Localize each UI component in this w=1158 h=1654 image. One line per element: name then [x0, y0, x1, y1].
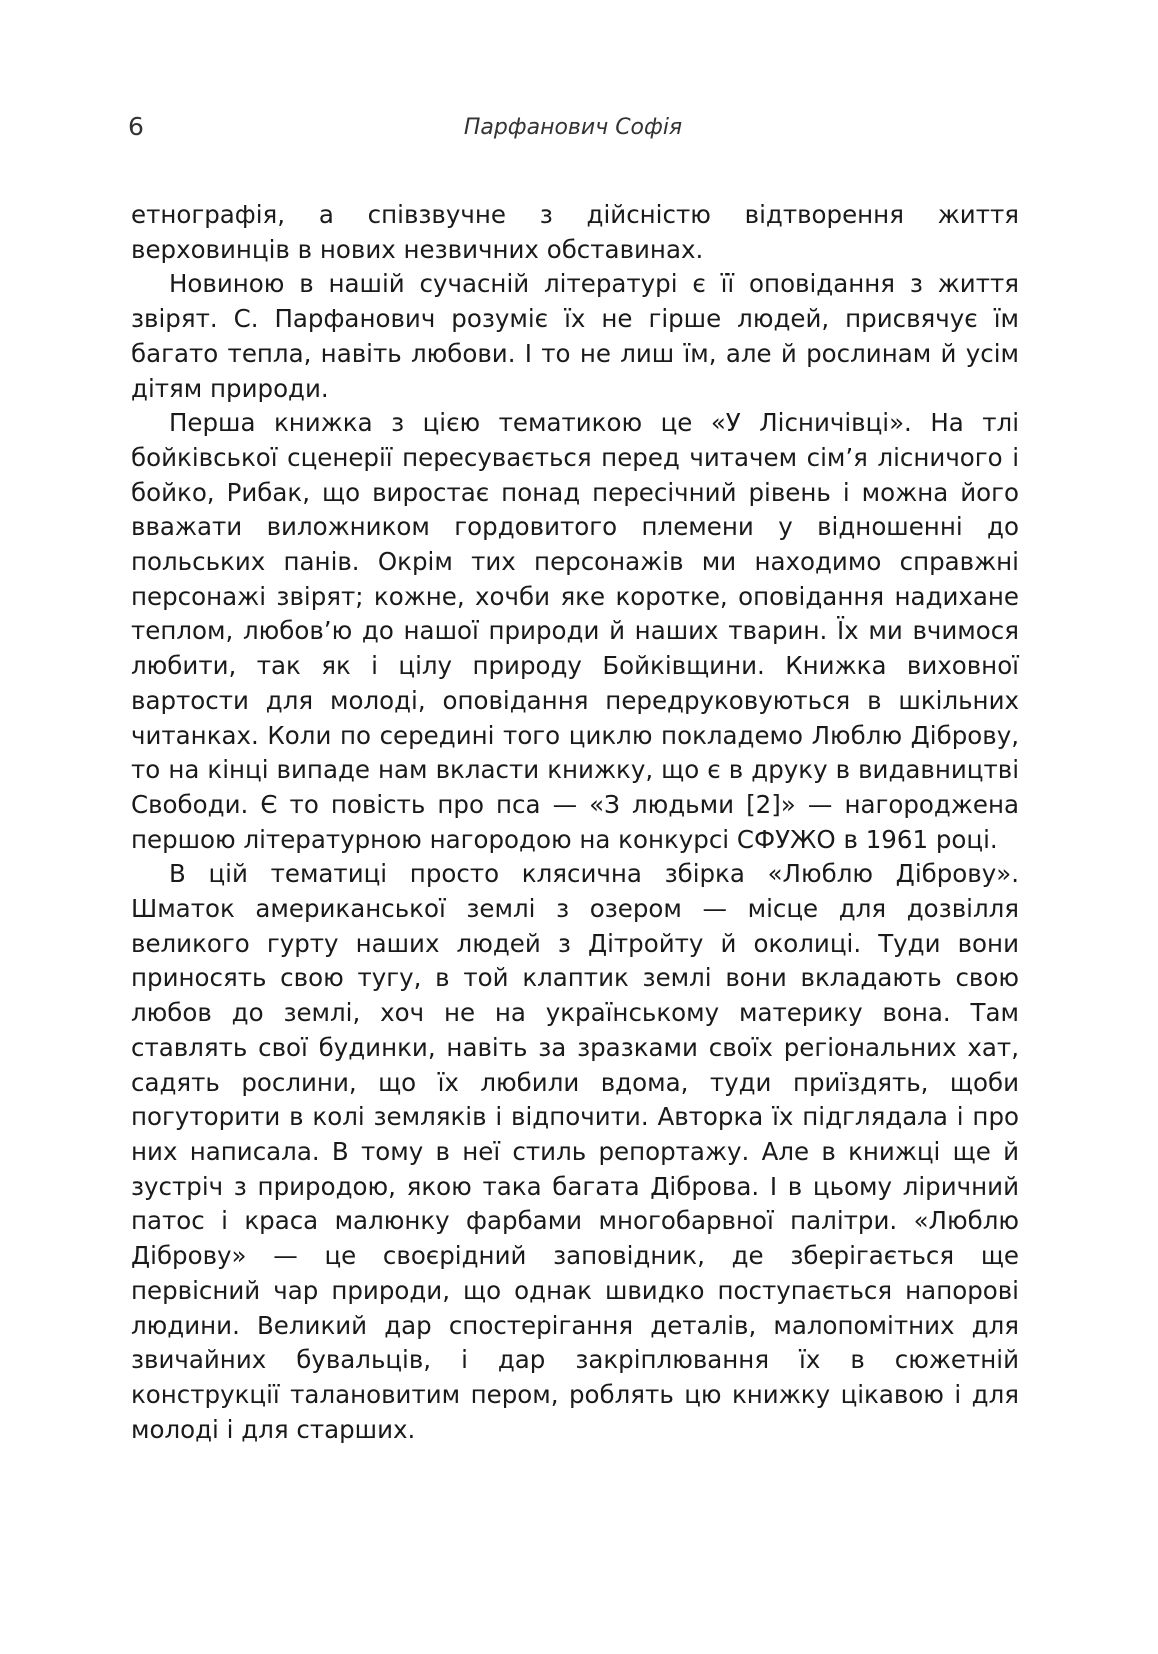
running-title: Парфанович Софія [463, 115, 683, 140]
paragraph: В цій тематиці просто клясична збірка «Люблю Діброву». Шматок американської землі з озером — місце для дозвілля великого гурту наших людей з Дітройту й околиці. Туди вони приносять свою тугу, в той клаптик землі вони вкладають свою любов до землі, хоч не на українському материку вона. Там ставлять свої будинки, навіть за зразками своїх регіональних хат, садять рослини, що їх любили вдома, туди приїздять, щоби погуторити в колі земляків і відпочити. Авторка їх підглядала і про них написала. В тому в неї стиль репортажу. Але в книжці ще й зустріч з природою, якою така багата Діброва. І в цьому ліричний патос і краса малюнку фарбами многобарвної палітри. «Люблю Діброву» — це своєрідний заповідник, де зберігається ще первісний чар природи, що однак швидко поступається напорові людини. Великий дар спостерігання деталів, малопомітних для звичайних бувальців, і дар закріплювання їх в сюжетній конструкції талановитим пером, роблять цю книжку цікавою і для молоді і для старших. [131, 859, 1019, 1444]
page-number: 6 [128, 112, 144, 141]
running-head [128, 112, 1018, 152]
paragraph: Перша книжка з цією тематикою це «У Лісничівці». На тлі бойківської сценерії пересувається перед читачем сім’я лісничого і бойко, Рибак, що виростає понад пересічний рівень і можна його вважати виложником гордовитого племени у відношенні до польських панів. Окрім тих персонажів ми находимо справжні персонажі звірят; кожне, хочби яке коротке, оповідання надихане теплом, любов’ю до нашої природи й наших тварин. Їх ми вчимося любити, так як і цілу природу Бойківщини. Книжка виховної вартости для молоді, оповідання передруковуються в шкільних читанках. Коли по середині того циклю покладемо Люблю Діброву, то на кінці випаде нам вкласти книжку, що є в друку в видавництві Свободи. Є то повість про пса — «З людьми [2]» — нагороджена першою літературною нагородою на конкурсі СФУЖО в 1961 році. [131, 408, 1019, 854]
paragraph: етнографія, а співзвучне з дійсністю відтворення життя верховинців в нових незвичних обставинах. [131, 200, 1019, 264]
body-text [131, 198, 1019, 1447]
paragraph: Новиною в нашій сучасній літературі є її оповідання з життя звірят. С. Парфанович розуміє їх не гірше людей, присвячує їм багато тепла, навіть любови. І то не лиш їм, але й рослинам й усім дітям природи. [131, 269, 1019, 403]
